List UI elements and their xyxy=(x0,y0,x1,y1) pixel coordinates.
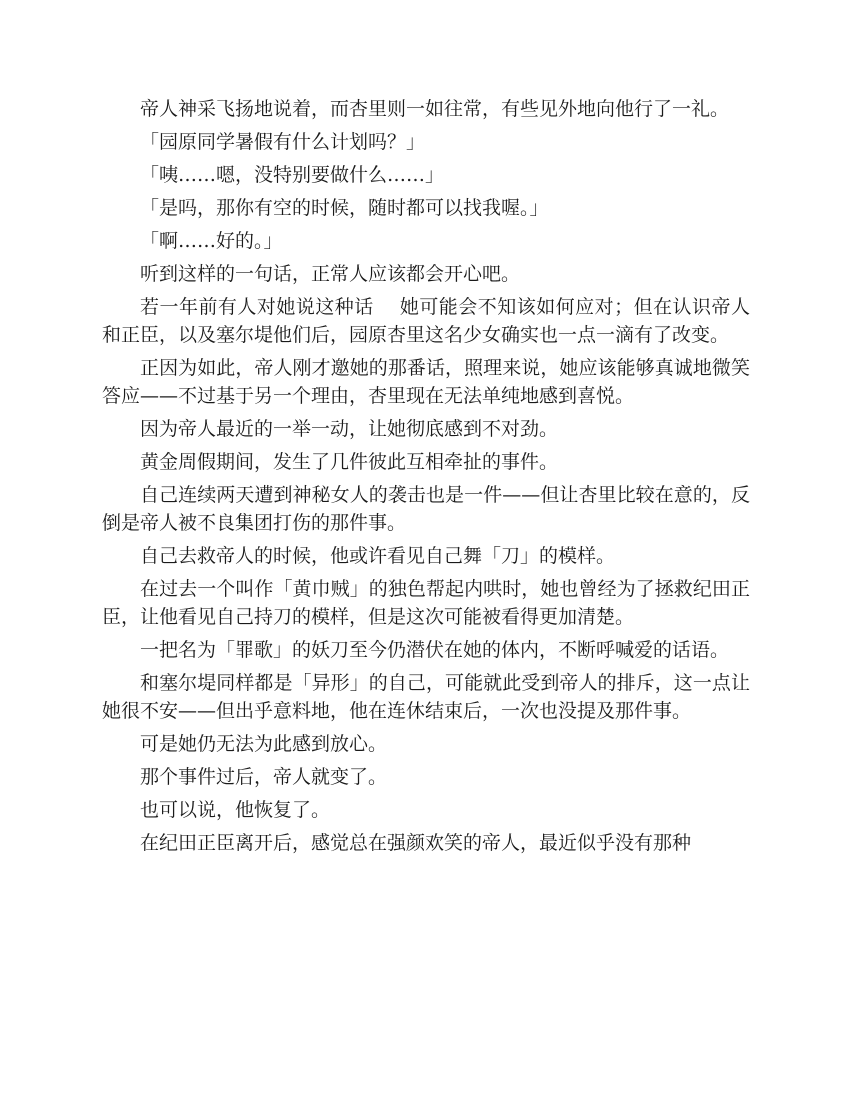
document-page xyxy=(102,95,750,862)
paragraph: 黄金周假期间，发生了几件彼此互相牵扯的事件。 xyxy=(140,451,559,473)
paragraph: 「啊……好的。」 xyxy=(140,230,283,252)
paragraph: 「园原同学暑假有什么计划吗？」 xyxy=(140,131,426,153)
paragraph: 「是吗，那你有空的时候，随时都可以找我喔。」 xyxy=(140,197,549,219)
paragraph: 在过去一个叫作「黄巾贼」的独色帮起内哄时，她也曾经为了拯救纪田正臣，让他看见自己持刀的模样，但是这次可能被看得更加清楚。 xyxy=(102,578,750,628)
paragraph: 自己去救帝人的时候，他或许看见自己舞「刀」的模样。 xyxy=(140,545,616,567)
paragraph: 那个事件过后，帝人就变了。 xyxy=(140,766,388,788)
paragraph: 正因为如此，帝人刚才邀她的那番话，照理来说，她应该能够真诚地微笑答应——不过基于另一个理由，杏里现在无法单纯地感到喜悦。 xyxy=(102,357,750,407)
paragraph: 一把名为「罪歌」的妖刀至今仍潜伏在她的体内，不断呼喊爱的话语。 xyxy=(140,639,730,661)
paragraph: 因为帝人最近的一举一动，让她彻底感到不对劲。 xyxy=(140,418,559,440)
paragraph: 「咦……嗯，没特别要做什么……」 xyxy=(140,164,445,186)
paragraph: 若一年前有人对她说这种话 她可能会不知该如何应对；但在认识帝人和正臣，以及塞尔堤他们后，园原杏里这名少女确实也一点一滴有了改变。 xyxy=(102,296,750,346)
paragraph: 帝人神采飞扬地说着，而杏里则一如往常，有些见外地向他行了一礼。 xyxy=(140,98,730,120)
paragraph: 在纪田正臣离开后，感觉总在强颜欢笑的帝人，最近似乎没有那种 xyxy=(140,832,692,854)
paragraph: 也可以说，他恢复了。 xyxy=(140,799,331,821)
paragraph: 和塞尔堤同样都是「异形」的自己，可能就此受到帝人的排斥，这一点让她很不安——但出乎意料地，他在连休结束后，一次也没提及那件事。 xyxy=(102,672,750,722)
paragraph: 听到这样的一句话，正常人应该都会开心吧。 xyxy=(140,263,521,285)
paragraph: 自己连续两天遭到神秘女人的袭击也是一件——但让杏里比较在意的，反倒是帝人被不良集团打伤的那件事。 xyxy=(102,484,750,534)
paragraph: 可是她仍无法为此感到放心。 xyxy=(140,733,388,755)
